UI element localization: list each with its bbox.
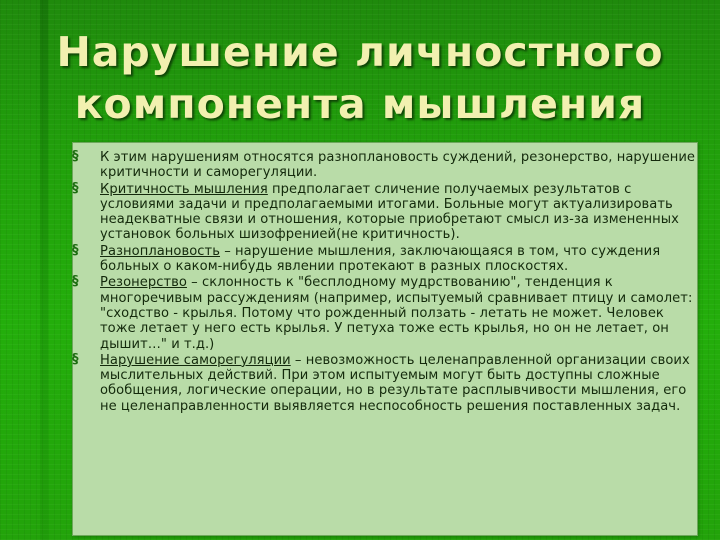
list-item (72, 275, 702, 351)
square-bullet-icon: § (72, 180, 79, 196)
list-item (72, 353, 702, 414)
item-body: – невозможность целенаправленной организации своих мыслительных действий. При этом испытуемым могут быть доступны сложные обобщения, логические операции, но в результате расплывчивости мышления, его не целенаправленности выявляется неспособность решения поставленных задач. (100, 352, 690, 414)
item-term: Нарушение саморегуляции (100, 352, 291, 368)
item-text (100, 244, 702, 275)
item-term: Разноплановость (100, 243, 221, 259)
list-item (72, 182, 702, 243)
square-bullet-icon: § (72, 242, 79, 258)
square-bullet-icon: § (72, 351, 79, 367)
item-text (100, 150, 702, 181)
bullet-list (72, 150, 702, 415)
item-body: предполагает сличение получаемых результатов с условиями задачи и предполагаемыми итогами. Больные могут актуализировать неадекватные связи и отношения, которые приобретают смысл из-за измененных установок больных шизофренией(не критичность). (100, 181, 679, 243)
square-bullet-icon: § (72, 274, 79, 290)
item-term: Критичность мышления (100, 181, 268, 197)
item-body: К этим нарушениям относятся разноплановость суждений, резонерство, нарушение критичности и саморегуляции. (100, 150, 695, 181)
item-text (100, 353, 702, 414)
list-item (72, 150, 702, 181)
item-text (100, 182, 702, 243)
square-bullet-icon: § (72, 149, 79, 164)
title-line-1: Нарушение личностного (56, 28, 664, 76)
title-line-2: компонента мышления (74, 80, 646, 128)
slide-title (0, 26, 720, 130)
item-text (100, 275, 702, 351)
item-body: – нарушение мышления, заключающаяся в том, что суждения больных о каком-нибудь явлении протекают в разных плоскостях. (100, 243, 661, 275)
list-item (72, 244, 702, 275)
item-term: Резонерство (100, 275, 187, 291)
item-body: – склонность к "бесплодному мудрствованию", тенденция к многоречивым рассуждениям (например, испытуемый сравнивает птицу и самолет: "сходство - крылья. Потому что рожденный ползать - летать не может. Человек тоже летает у него есть крылья. У петуха тоже есть крылья, но он не летает, он дышит…" и т.д.) (100, 275, 693, 352)
